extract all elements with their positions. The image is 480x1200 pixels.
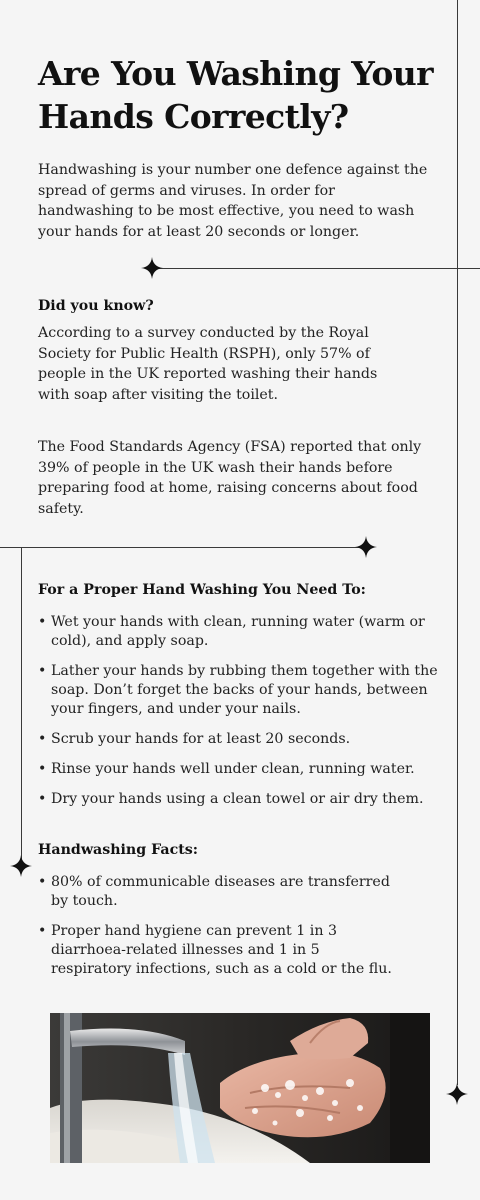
facts-heading: Handwashing Facts:	[38, 842, 199, 858]
list-item: • Lather your hands by rubbing them together with the soap. Don’t forget the backs of your hands, between your fingers, and under your nails.	[38, 662, 443, 719]
sparkle-star-icon	[446, 1083, 468, 1105]
frame-line-left-bottom	[21, 548, 22, 866]
did-you-know-heading: Did you know?	[38, 298, 154, 314]
intro-paragraph: Handwashing is your number one defence against the spread of germs and viruses. In order for handwashing to be most effective, you need to wash your hands for at least 20 seconds or longer.	[38, 162, 428, 240]
sparkle-star-icon	[141, 257, 163, 279]
sparkle-star-icon	[355, 536, 377, 558]
list-item: • Rinse your hands well under clean, running water.	[38, 760, 443, 779]
list-item: • Scrub your hands for at least 20 seconds.	[38, 730, 443, 749]
did-you-know-paragraph-2: The Food Standards Agency (FSA) reported that only 39% of people in the UK wash their hands before preparing food at home, raising concerns about food safety.	[38, 439, 422, 517]
divider-line-upper	[152, 268, 480, 269]
sparkle-star-icon	[10, 855, 32, 877]
divider-line-lower	[0, 547, 366, 548]
proper-washing-list	[38, 613, 443, 820]
frame-line-right-top	[457, 0, 458, 1085]
handwashing-photo	[50, 1013, 430, 1163]
facts-list	[38, 873, 398, 990]
list-item: • Dry your hands using a clean towel or air dry them.	[38, 790, 443, 809]
list-item: • Proper hand hygiene can prevent 1 in 3 diarrhoea-related illnesses and 1 in 5 respiratory infections, such as a cold or the flu.	[38, 922, 398, 979]
did-you-know-paragraph-1: According to a survey conducted by the Royal Society for Public Health (RSPH), only 57% of people in the UK reported washing their hands with soap after visiting the toilet.	[38, 325, 378, 403]
list-item: • Wet your hands with clean, running water (warm or cold), and apply soap.	[38, 613, 443, 651]
list-item: • 80% of communicable diseases are transferred by touch.	[38, 873, 398, 911]
page-title: Are You Washing Your Hands Correctly?	[38, 54, 433, 136]
proper-washing-heading: For a Proper Hand Washing You Need To:	[38, 582, 366, 598]
